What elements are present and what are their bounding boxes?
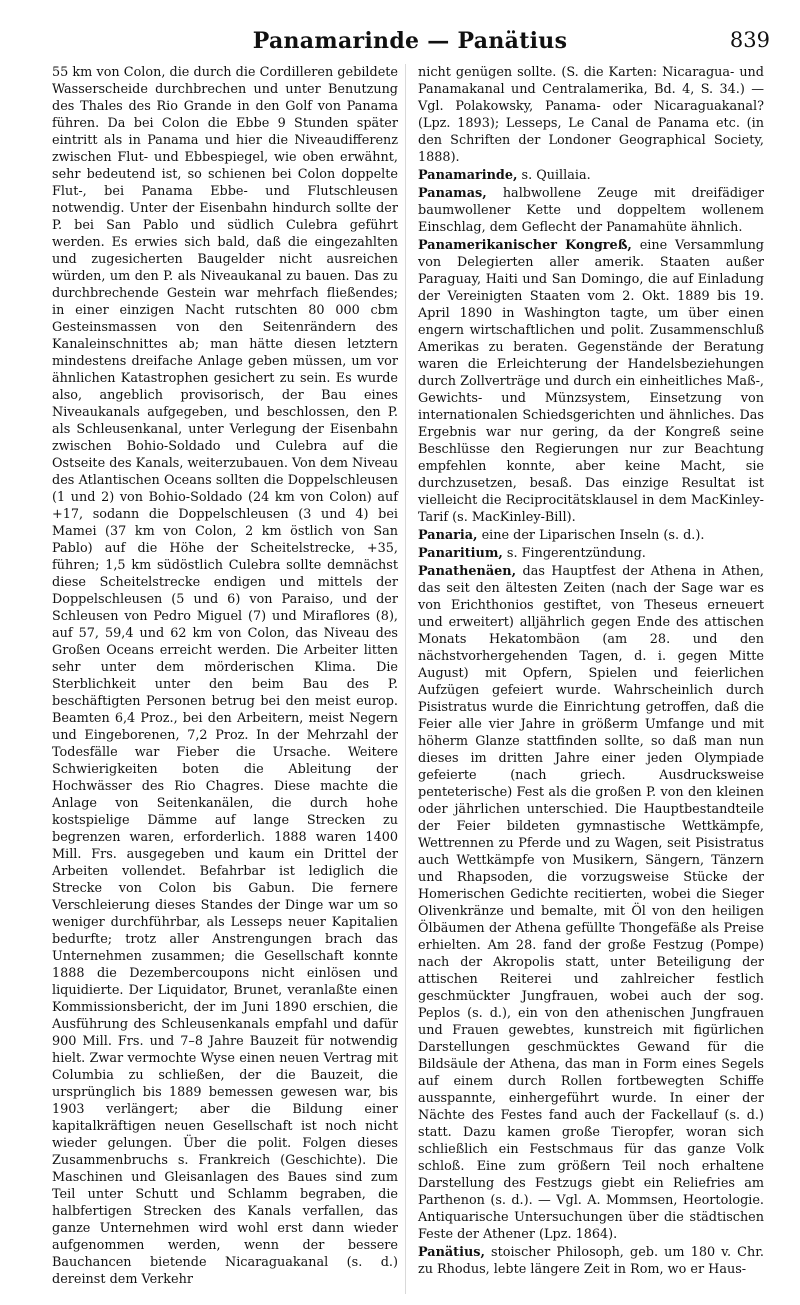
entry-panamerikanischer-kongress (418, 237, 764, 526)
entry-lemma: Panathenäen, (418, 564, 517, 579)
page-number: 839 (729, 28, 770, 52)
entry-panaetius (418, 1244, 764, 1278)
entry-continuation (418, 64, 764, 166)
entry-lemma: Panamarinde, (418, 168, 518, 183)
entry-lemma: Panaria, (418, 528, 478, 543)
entry-text: s. Quillaia. (517, 168, 591, 183)
entry-text: stoischer Philosoph, geb. um 180 v. Chr. zu Rhodus, lebte längere Zeit in Rom, wo er Haus- (418, 1245, 764, 1277)
entry-text: eine der Liparischen Inseln (s. d.). (477, 528, 705, 543)
entry-panaritium (418, 545, 764, 562)
right-column (418, 64, 764, 1278)
entry-text: das Hauptfest der Athena in Athen, das seit den ältesten Zeiten (nach der Sage war es von Erichthonios gestiftet, von Theseus erneuert und erweitert) alljährlich gegen Ende des attischen Monats Hekatombäon (am 28. und den nächstvorhergehenden Tagen, d. i. gegen Mitte August) mit Opfern, Spielen und feierlichen Aufzügen gefeiert wurde. Wahrscheinlich durch Pisistratus wurde die Einrichtung getroffen, daß die Feier alle vier Jahre in größerm Umfange und mit höherm Glanze stattfinden sollte, so daß man nun dieses im dritten Jahre einer jeden Olympiade gefeierte (nach griech. Ausdrucksweise penteterische) Fest als die großen P. von den kleinen oder jährlichen unterschied. Die Hauptbestandteile der Feier bildeten gymnastische Wettkämpfe, Wettrennen zu Pferde und zu Wagen, seit Pisistratus auch Wettkämpfe von Musikern, Sängern, Tänzern und Rhapsoden, die vorzugsweise Stücke der Homerischen Gedichte recitierten, wobei die Sieger Olivenkränze und bemalte, mit Öl von den heiligen Ölbäumen der Athena gefüllte Thongefäße als Preise erhielten. Am 28. fand der große Festzug (Pompe) nach der Akropolis statt, unter Beteiligung der attischen Reiterei und zahlreicher festlich geschmückter Jungfrauen, wobei auch der sog. Peplos (s. d.), ein von den athenischen Jungfrauen und Frauen gewebtes, kunstreich mit figürlichen Darstellungen geschmücktes Gewand für die Bildsäule der Athena, das man in Form eines Segels auf einem durch Rollen fortbewegten Schiffe ausspannte, einhergeführt wurde. In einer der Nächte des Festes fand auch der Fackellauf (s. d.) statt. Dazu kamen große Tieropfer, woran sich schließlich ein Festschmaus für das ganze Volk schloß. Eine zum größern Teil noch erhaltene Darstellung des Festzugs giebt ein Reliefries am Parthenon (s. d.). — Vgl. A. Mommsen, Heortologie. Antiquarische Untersuchungen über die städtischen Feste der Athener (Lpz. 1864). (418, 564, 764, 1242)
entry-panaria (418, 527, 764, 544)
entry-panamas (418, 185, 764, 236)
running-head: Panamarinde — Panätius (252, 28, 568, 54)
entry-lemma: Panaritium, (418, 546, 503, 561)
entry-text: s. Fingerentzündung. (502, 546, 646, 561)
entry-text: nicht genügen sollte. (S. die Karten: Nicaragua- und Panamakanal und Centralamerika, Bd. 4, S. 34.) — Vgl. Polakowsky, Panama- oder Nicaraguakanal? (Lpz. 1893); Lesseps, Le Canal de Panama etc. (in den Schriften der Londoner Geographical Society, 1888). (418, 65, 764, 165)
entry-lemma: Panamerikanischer Kongreß, (418, 238, 632, 253)
continued-article-text: 55 km von Colon, die durch die Cordilleren gebildete Wasserscheide durchbrechen und unter Benutzung des Thales des Rio Grande in den Golf von Panama führen. Da bei Colon die Ebbe 9 Stunden später eintritt als in Panama und hier die Niveaudifferenz zwischen Flut- und Ebbespiegel, wie oben erwähnt, sehr bedeutend ist, so schienen bei Colon doppelte Flut-, bei Panama Ebbe- und Flutschleusen notwendig. Unter der Eisenbahn hindurch sollte der P. bei San Pablo und südlich Culebra geführt werden. Es erwies sich bald, daß die eingezahlten und zugesicherten Baugelder nicht ausreichen würden, um den P. als Niveaukanal zu bauen. Das zu durchbrechende Gestein war mehrfach fließendes; in einer einzigen Nacht rutschten 80 000 cbm Gesteinsmassen von den Seitenrändern des Kanaleinschnittes ab; man hätte diesen letztern mindestens dreifache Anlage geben müssen, um vor ähnlichen Katastrophen gesichert zu sein. Es wurde also, angeblich provisorisch, der Bau eines Niveaukanals aufgegeben, und beschlossen, den P. als Schleusenkanal, unter Verlegung der Eisenbahn zwischen Bohio-Soldado und Culebra auf die Ostseite des Kanals, weiterzubauen. Von dem Niveau des Atlantischen Oceans sollten die Doppelschleusen (1 und 2) von Bohio-Soldado (24 km von Colon) auf +17, sodann die Doppelschleusen (3 und 4) bei Mamei (37 km von Colon, 2 km östlich von San Pablo) auf die Höhe der Scheitelstrecke, +35, führen; 1,5 km südöstlich Culebra sollte demnächst diese Scheitelstrecke endigen und mittels der Doppelschleusen (5 und 6) von Paraiso, und der Schleusen von Pedro Miguel (7) und Miraflores (8), auf 57, 59,4 und 62 km von Colon, das Niveau des Großen Oceans erreicht werden. Die Arbeiter litten sehr unter dem mörderischen Klima. Die Sterblichkeit unter den beim Bau des P. beschäftigten Personen betrug bei den meist europ. Beamten 6,4 Proz., bei den Arbeitern, meist Negern und Eingeborenen, 7,2 Proz. In der Mehrzahl der Todesfälle war Fieber die Ursache. Weitere Schwierigkeiten boten die Ableitung der Hochwässer des Rio Chagres. Diese machte die Anlage von Seitenkanälen, die durch hohe kostspielige Dämme auf lange Strecken zu begrenzen waren, erforderlich. 1888 waren 1400 Mill. Frs. ausgegeben und kaum ein Drittel der Arbeiten vollendet. Befahrbar ist lediglich die Strecke von Colon bis Gabun. Die fernere Verschleierung dieses Standes der Dinge war um so weniger durchführbar, als Lesseps neuer Kapitalien bedurfte; trotz aller Anstrengungen brach das Unternehmen zusammen; die Gesellschaft konnte 1888 die Dezembercoupons nicht einlösen und liquidierte. Der Liquidator, Brunet, veranlaßte einen Kommissionsbericht, der im Juni 1890 erschien, die Ausführung des Schleusenkanals empfahl und dafür 900 Mill. Frs. und 7–8 Jahre Bauzeit für notwendig hielt. Zwar vermochte Wyse einen neuen Vertrag mit Columbia zu schließen, der die Bauzeit, die ursprünglich bis 1889 bemessen gewesen war, bis 1903 verlängert; aber die Bildung einer kapitalkräftigen neuen Gesellschaft ist noch nicht wieder gelungen. Über die polit. Folgen dieses Zusammenbruchs s. Frankreich (Geschichte). Die Maschinen und Gleisanlagen des Baues sind zum Teil unter Schutt und Schlamm begraben, die halbfertigen Strecken des Kanals verfallen, das ganze Unternehmen wird wohl erst dann wieder aufgenommen werden, wenn der bessere Bauchancen bietende Nicaraguakanal (s. d.) dereinst dem Verkehr (52, 65, 398, 1287)
entry-text: eine Versammlung von Delegierten aller amerik. Staaten außer Paraguay, Haiti und San Domingo, die auf Einladung der Vereinigten Staaten vom 2. Okt. 1889 bis 19. April 1890 in Washington tagte, um über einen engern wirtschaftlichen und polit. Zusammenschluß Amerikas zu beraten. Gegenstände der Beratung waren die Erleichterung der Handelsbeziehungen durch Zollverträge und durch ein einheitliches Maß-, Gewichts- und Münzsystem, Einsetzung von internationalen Schiedsgerichten und ähnliches. Das Ergebnis war nur gering, da der Kongreß seine Beschlüsse den Regierungen nur zur Beachtung empfehlen konnte, aber keine Macht, sie durchzusetzen, besaß. Das einzige Resultat ist vielleicht die Reciprocitätsklausel in dem MacKinley-Tarif (s. MacKinley-Bill). (418, 238, 765, 525)
column-divider (405, 64, 406, 1294)
entry-text: halbwollene Zeuge mit dreifädiger baumwollener Kette und doppeltem wollenem Einschlag, dem Geflecht der Panamahüte ähnlich. (418, 186, 764, 235)
entry-lemma: Panätius, (418, 1245, 485, 1260)
left-column (52, 64, 398, 1288)
entry-lemma: Panamas, (418, 186, 487, 201)
entry-panathenaeen (418, 563, 764, 1243)
entry-panamarinde (418, 167, 764, 184)
page-header (50, 28, 770, 60)
